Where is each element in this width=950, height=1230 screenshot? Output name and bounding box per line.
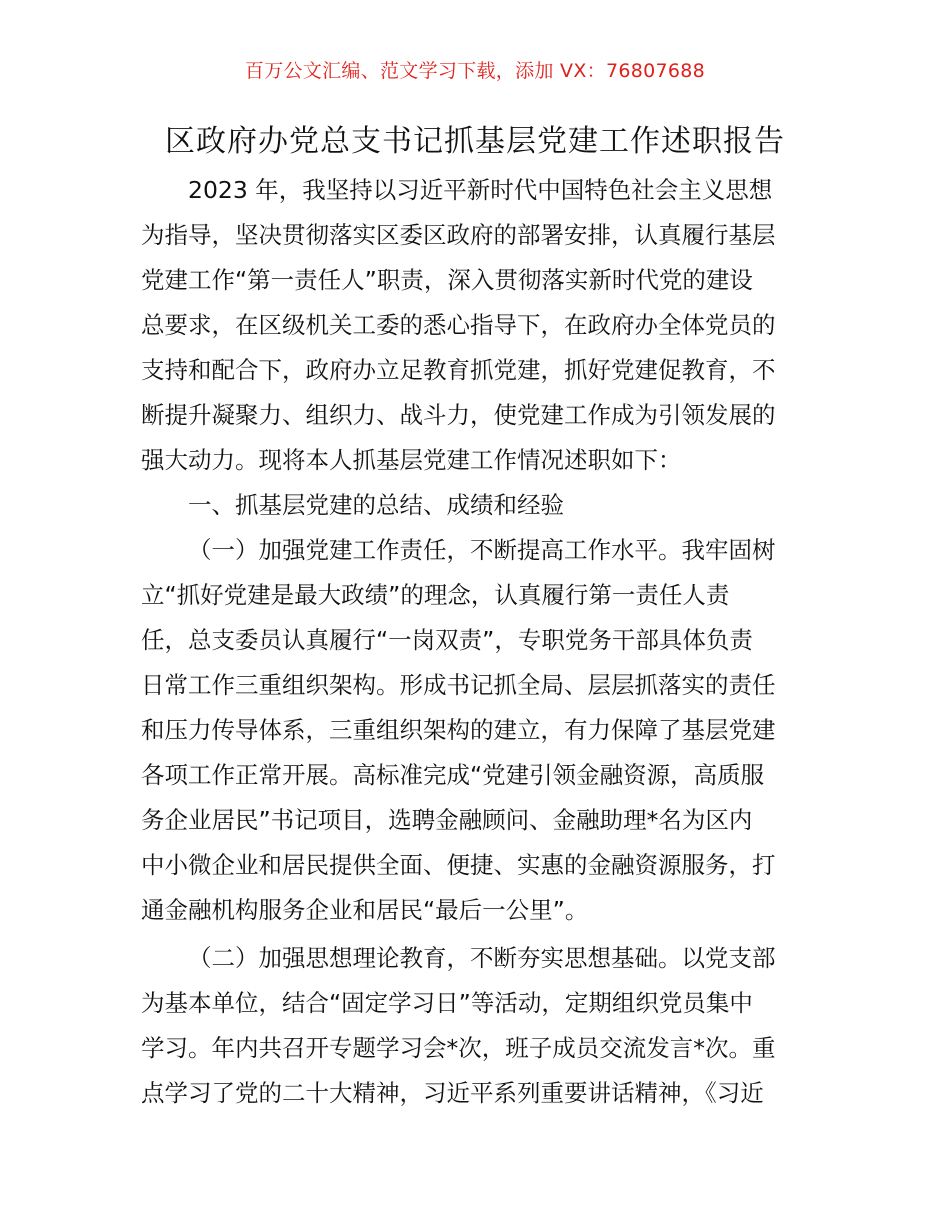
text-line: 为指导，坚决贯彻落实区委区政府的部署安排，认真履行基层 (141, 221, 776, 249)
section-item-1-paragraph (141, 528, 813, 933)
text-line: 任，总支委员认真履行“一岗双责”，专职党务干部具体负责 (141, 626, 753, 654)
text-line: 为基本单位，结合“固定学习日”等活动，定期组织党员集中 (141, 989, 753, 1017)
text-line: 日常工作三重组织架构。形成书记抓全局、层层抓落实的责任 (141, 671, 776, 699)
text-line: 通金融机构服务企业和居民“最后一公里”。 (141, 896, 589, 924)
text-line: 总要求，在区级机关工委的悉心指导下，在政府办全体党员的 (141, 311, 776, 339)
section-item-2-paragraph (141, 936, 813, 1116)
text-line: 点学习了党的二十大精神，习近平系列重要讲话精神，《习近 (141, 1079, 764, 1107)
text-line: 断提升凝聚力、组织力、战斗力，使党建工作成为引领发展的 (141, 401, 776, 429)
text-line: 各项工作正常开展。高标准完成“党建引领金融资源，高质服 (141, 761, 765, 789)
text-line: 党建工作“第一责任人”职责，深入贯彻落实新时代党的建设 (141, 266, 753, 294)
text-line: （二）加强思想理论教育，不断夯实思想基础。以党支部 (188, 944, 776, 972)
text-line: 学习。年内共召开专题学习会*次，班子成员交流发言*次。重 (141, 1034, 776, 1062)
header-watermark-note: 百万公文汇编、范文学习下载，添加 VX：76807688 (244, 60, 706, 82)
text-line: 立“抓好党建是最大政绩”的理念，认真履行第一责任人责 (141, 581, 730, 609)
document-title: 区政府办党总支书记抓基层党建工作述职报告 (165, 124, 785, 159)
text-line: 务企业居民”书记项目，选聘金融顾问、金融助理*名为区内 (141, 806, 753, 834)
section-heading-text: 一、抓基层党建的总结、成绩和经验 (188, 491, 564, 519)
text-line: 2023 年，我坚持以习近平新时代中国特色社会主义思想 (188, 176, 773, 204)
text-line: 中小微企业和居民提供全面、便捷、实惠的金融资源服务，打 (141, 851, 776, 879)
text-line: （一）加强党建工作责任，不断提高工作水平。我牢固树 (188, 536, 776, 564)
text-line: 和压力传导体系，三重组织架构的建立，有力保障了基层党建 (141, 716, 776, 744)
text-line: 强大动力。现将本人抓基层党建工作情况述职如下： (141, 446, 682, 474)
section-heading (141, 483, 813, 528)
text-line: 支持和配合下，政府办立足教育抓党建，抓好党建促教育，不 (141, 356, 776, 384)
intro-paragraph (141, 168, 813, 483)
